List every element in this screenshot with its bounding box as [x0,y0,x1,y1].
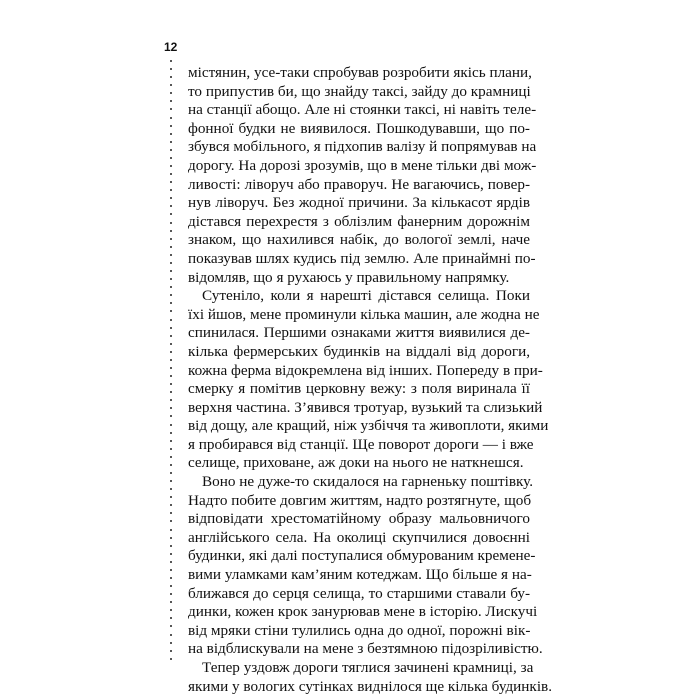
margin-dot [170,424,172,426]
body-text [188,64,553,696]
margin-dot [170,367,172,369]
margin-dot [170,254,172,256]
margin-dot [170,335,172,337]
margin-dot [170,351,172,353]
text-line: вими уламками кам’яним котеджам. Що більше я на- [188,566,532,584]
margin-dot [170,68,172,70]
margin-dot [170,415,172,417]
margin-dot [170,545,172,547]
margin-dot [170,205,172,207]
margin-dot [170,537,172,539]
margin-dot [170,617,172,619]
text-line: верхня частина. З’явився тротуар, вузький та слизький [188,398,543,416]
margin-dot [170,658,172,660]
margin-dot [170,222,172,224]
margin-dot [170,601,172,603]
margin-dot [170,456,172,458]
text-line: ливості: ліворуч або праворуч. Не вагаючись, повер- [188,175,530,193]
text-line: динки, кожен крок занурював мене в історію. Лискучі [188,603,538,621]
text-line: показував шлях кудись під землю. Але принаймні по- [188,249,536,267]
margin-dot [170,585,172,587]
margin-dot [170,133,172,135]
margin-dot [170,84,172,86]
margin-dot [170,359,172,361]
text-line: на відблискували на мене з безтямною підозріливістю. [188,640,543,658]
margin-dot [170,448,172,450]
margin-dot [170,238,172,240]
text-line: селище, приховане, аж доки на нього не наткнешся. [188,454,524,472]
margin-dot [170,650,172,652]
margin-dot [170,92,172,94]
margin-dot [170,302,172,304]
margin-dot [170,375,172,377]
margin-dot [170,553,172,555]
margin-dot [170,512,172,514]
margin-dot [170,577,172,579]
margin-dot [170,488,172,490]
text-line: спинилася. Першими ознаками життя виявилися де- [188,324,530,342]
text-line: від дощу, але кращий, ніж узбіччя та живоплоти, якими [188,417,549,435]
margin-dot [170,278,172,280]
text-line: Воно не дуже-то скидалося на гарненьку поштівку. [202,473,534,491]
margin-dot [170,100,172,102]
margin-dot [170,327,172,329]
text-line: містянин, усе-таки спробував розробити якісь плани, [188,64,532,81]
margin-dot [170,181,172,183]
margin-dot [170,319,172,321]
margin-dot [170,189,172,191]
text-line: смерку я помітив церковну вежу: з поля виринала її [188,380,530,398]
text-line: збувся мобільного, я підхопив валізу й попрямував на [188,138,537,156]
text-line: фонної будки не виявилося. Пошкодувавши, що по- [188,119,530,137]
margin-dot [170,496,172,498]
margin-dot [170,141,172,143]
margin-dot [170,593,172,595]
text-line: їхі йшов, мене проминули кілька машин, але жодна не [188,305,540,323]
margin-dot [170,310,172,312]
margin-dot [170,270,172,272]
text-line: якими у вологих сутінках виднілося ще кілька будинків. [188,677,553,695]
margin-dot [170,569,172,571]
margin-dot [170,472,172,474]
margin-dot [170,157,172,159]
margin-dot [170,125,172,127]
margin-dot [170,149,172,151]
margin-dot [170,432,172,434]
text-line: кілька фермерських будинків на віддалі від дороги, [188,342,530,360]
margin-dot [170,343,172,345]
margin-dot [170,173,172,175]
margin-dot [170,634,172,636]
text-line: дістався перехрестя з облізлим фанерним дорожнім [188,212,530,230]
text-line: Надто побите довгим життям, надто розтягнуте, щоб [188,491,532,509]
margin-dot [170,440,172,442]
margin-dot [170,529,172,531]
margin-dot [170,480,172,482]
page-number: 12 [164,40,178,54]
margin-dot [170,76,172,78]
margin-dot [170,642,172,644]
margin-dot [170,165,172,167]
margin-dot [170,117,172,119]
text-line: будинки, які далі поступалися обмурованим кремене- [188,547,536,565]
text-line: на станції абощо. Але ні стоянки таксі, ні навіть теле- [188,101,537,119]
margin-dot [170,246,172,248]
text-line: знаком, що нахилився набік, до вологої землі, наче [188,231,530,249]
margin-dot [170,230,172,232]
text-line: відповідати хрестоматійному образу мальовничого [188,510,530,528]
text-line: Сутеніло, коли я нарешті дістався селища. Поки [202,287,530,305]
margin-dot [170,625,172,627]
margin-dot [170,391,172,393]
margin-dot [170,60,172,62]
margin-dot [170,609,172,611]
margin-dot [170,294,172,296]
dotted-margin-rule [170,60,174,660]
margin-dot [170,407,172,409]
margin-dot [170,108,172,110]
margin-dot [170,399,172,401]
margin-dot [170,561,172,563]
text-line: ближався до серця селища, то старшими ставали бу- [188,584,530,602]
text-line: Тепер уздовж дороги тяглися зачинені крамниці, за [202,659,534,676]
margin-dot [170,464,172,466]
text-line: від мряки стіни тулились одна до одної, порожні вік- [188,621,531,639]
text-line: я пробирався від станції. Ще поворот дороги — і вже [188,435,534,453]
text-line: то припустив би, що знайду таксі, зайду до крамниці [188,82,531,100]
text-line: дорогу. На дорозі зрозумів, що в мене тільки дві мож- [188,156,537,174]
text-line: англійського села. На околиці скупчилися довоєнні [188,528,530,546]
margin-dot [170,197,172,199]
margin-dot [170,383,172,385]
margin-dot [170,286,172,288]
margin-dot [170,504,172,506]
text-line: кожна ферма відокремлена від інших. Попереду в при- [188,361,543,379]
margin-dot [170,262,172,264]
margin-dot [170,213,172,215]
text-line: відомляв, що я рухаюсь у правильному напрямку. [188,268,510,286]
text-line: нув ліворуч. Без жодної причини. За кількасот ярдів [188,194,530,212]
margin-dot [170,520,172,522]
